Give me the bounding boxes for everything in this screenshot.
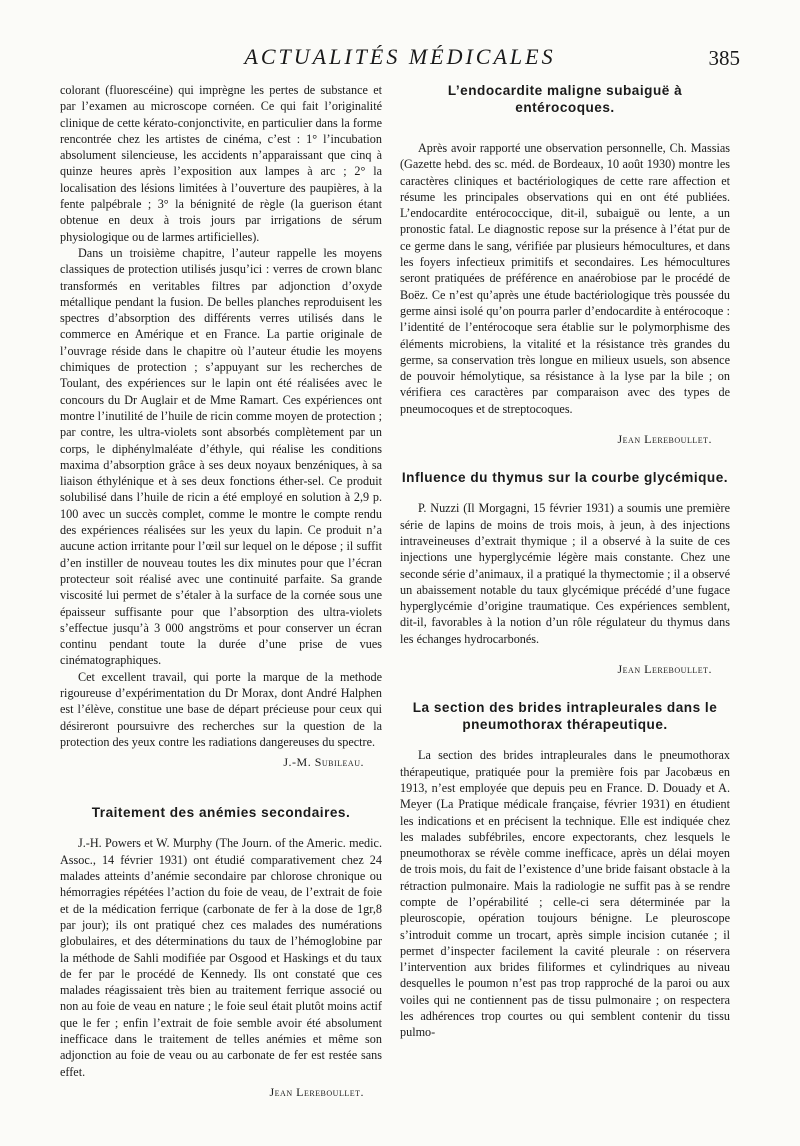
paragraph-continued: colorant (fluorescéine) qui imprègne les pertes de substance et par l’examen au microscope cornéen. Ce qui fait l’originalité clinique de cette kérato-conjonctivite, en particulier dans la forme rencontrée chez les artistes de cinéma, c’est : 1° l’incubation absolument silencieuse, les accidents n’apparaissant que cinq à quinze heures après l’exposition aux lampes à arc ; 2° la localisation des lésions limitées à l’ouverture des paupières, à la fente palpébrale ; 3° la bénignité de règle (la guerison étant obtenue en deux à trois jours par irrigations de sérum physiologique ou de larmes artificielles). — [60, 83, 382, 244]
section-title-thymus: Influence du thymus sur la courbe glycémique. — [401, 470, 729, 486]
running-header — [60, 44, 740, 74]
author-signature: Jean Lereboullet. — [269, 1084, 364, 1099]
section-body-anemies: J.-H. Powers et W. Murphy (The Journ. of the Americ. medic. Assoc., 14 février 1931) ont étudié comparativement chez 24 malades atteints d’anémie secondaire par chlorose chronique ou hémorragies répétées l’action du foie de veau, de l’extrait de foie et de la médication ferrique (carbonate de fer à la dose de 1gr,8 par jour); ils ont pratiqué chez ces malades des numérations globulaires, et des déterminations du taux de l’hémoglobine par la méthode de Sahli modifiée par Osgood et Haskings et du taux de fer par le procédé de Kennedy. Ils ont constaté que ces malades réagissaient très bien au traitement ferrique associé ou non au foie de veau en nature ; le foie seul était plutôt moins actif que le fer ; enfin l’extrait de foie semble avoir été absolument inefficace dans le traitement de telles anémies et même son adjonction au foie de veau ou au carbonate de fer est restée sans effet. — [60, 836, 382, 1079]
author-signature: J.-M. Subileau. — [283, 755, 364, 770]
running-title: ACTUALITÉS MÉDICALES — [244, 44, 556, 69]
right-column — [400, 82, 730, 1041]
paragraph-conclusion: Cet excellent travail, qui porte la marque de la methode rigoureuse d’expérimentation du Dr Morax, dont André Halphen est l’élève, constitue une base de départ précieuse pour ceux qui désireront poursuivre des recherches sur la question de la protection des yeux contre les radiations dangereuses du spectre. — [60, 669, 382, 749]
section-body-thymus: P. Nuzzi (Il Morgagni, 15 février 1931) a soumis une première série de lapins de moins de trois mois, à jeun, à des injections intraveineuses d’extrait thymique ; il a observé à la suite de ces injections une hyperglycémie légère mais constante. Chez une seconde série d’animaux, il a pratiqué la thymectomie ; il a observé un abaissement notable du taux glycémique précédé d’une fugace hyperglycémie d’origine traumatique. Ces expériences semblent, dit-il, favorables à la notion d’un rôle régulateur du thymus dans les échanges hydrocarbonés. — [400, 501, 730, 646]
left-column — [60, 82, 382, 1100]
section-title-anemies: Traitement des anémies secondaires. — [91, 805, 351, 821]
section-title-endocardite: L’endocardite maligne subaiguë à entérocoques. — [447, 83, 683, 115]
author-signature: Jean Lereboullet. — [617, 662, 712, 677]
section-title-brides: La section des brides intrapleurales dans le pneumothorax thérapeutique. — [412, 700, 718, 733]
author-signature: Jean Lereboullet. — [617, 432, 712, 447]
paragraph-protection-means: Dans un troisième chapitre, l’auteur rappelle les moyens classiques de protection utilisés jusqu’ici : verres de crown blanc transformés en veritables filtres par adjonction d’oxyde métallique pendant la fusion. De belles planches reproduisent les spectres d’absorption des différents verres utilisés dans le commerce en Amérique et en France. La partie originale de l’ouvrage réside dans le chapitre où l’auteur étudie les moyens chimiques de protection ; s’appuyant sur les recherches de Toulant, des expériences sur le lapin ont été réalisées avec le concours du Dr Auglair et de Mme Ramart. Ces expériences ont montre l’inutilité de l’huile de ricin comme moyen de protection ; par contre, les ultra-violets sont absorbés complètement par un corps, le diphénylmaléate d’éthyle, qui réalise les conditions maxima d’absorption grâce à ses deux noyaux benzéniques, à sa liaison éthylénique et à ses deux fonctions éther-sel. Ce produit solubilisé dans l’huile de ricin a été employé en solution à 2,9 p. 100 avec un succès complet, comme le montre le compte rendu des expériences réalisées sur les yeux du lapin. Ce produit n’a aucune action irritante pour l’œil sur lequel on le dépose ; il suffit d’en instiller de nouveau toutes les dix minutes pour que l’écran protecteur soit réalisé avec une continuité parfaite. Sa grande viscosité lui permet de s’étaler à la surface de la cornée sous une épaisseur suffisante pour que l’absorption des ultra-violets s’effectue jusqu’à 3 000 angströms et pour conserver un écran continu pendant toute la durée d’une prise de vues cinématographiques. — [60, 245, 382, 668]
section-body-brides: La section des brides intrapleurales dans le pneumothorax thérapeutique, pratiquée pour la première fois par Jacobæus en 1913, n’est employée que depuis peu en France. D. Douady et A. Meyer (La Pratique médicale française, février 1931) en étudient les indications et en précisent la technique. Elle est indiquée chez les malades subfébriles, encore expectorants, chez lesquels le pneumothorax se révèle comme inefficace, après un délai moyen de trois mois, du fait de l’existence d’une bride faisant obstacle à la rétraction pulmonaire. Mais la radiologie ne suffit pas à se rendre compte de l’opérabilité ; celle-ci sera déterminée par la pleuroscopie, opération toujours bénigne. Le pleuroscope s’introduit comme un trocart, après simple incision cutanée ; il permet d’inspecter facilement la cavité pleurale : on réservera l’intervention aux brides filiformes et cylindriques au niveau desquelles le poumon n’est pas trop rapproché de la paroi ou aux voiles qui ne contiennent pas de tissu pulmonaire ; on respectera les adhérences trop courtes ou qui semblent contenir du tissu pulmo- — [400, 748, 730, 1040]
page-number: 385 — [708, 46, 740, 70]
section-body-endocardite: Après avoir rapporté une observation personnelle, Ch. Massias (Gazette hebd. des sc. méd. de Bordeaux, 10 août 1930) montre les caractères cliniques et bactériologiques de cette rare affection et résume les principales observations qui en ont été publiées. L’endocardite entérococcique, dit-il, subaiguë ou lente, a un pronostic fatal. Le diagnostic repose sur la présence à l’état pur de ce germe dans le sang, vérifiée par plusieurs hémocultures, et dans les foyers infectieux primitifs et secondaires. Les hémocultures seront pratiquées de préférence en anaérobiose par le procédé de Boëz. Ce n’est qu’après une étude bactériologique très poussée du germe ainsi isolé qu’on pourra parler d’endocardite à entérocoque : l’identité de l’entérocoque sera établie sur le polymorphisme des éléments microbiens, la vitalité et la résistance très grandes du germe, sa conservation très longue en milieux usuels, son absence de pouvoir hémolytique, sa résistance à la lyse par la bile ; on vérifiera ces caractères par comparaison avec des types de pneumocoques et de streptocoques. — [400, 141, 730, 416]
